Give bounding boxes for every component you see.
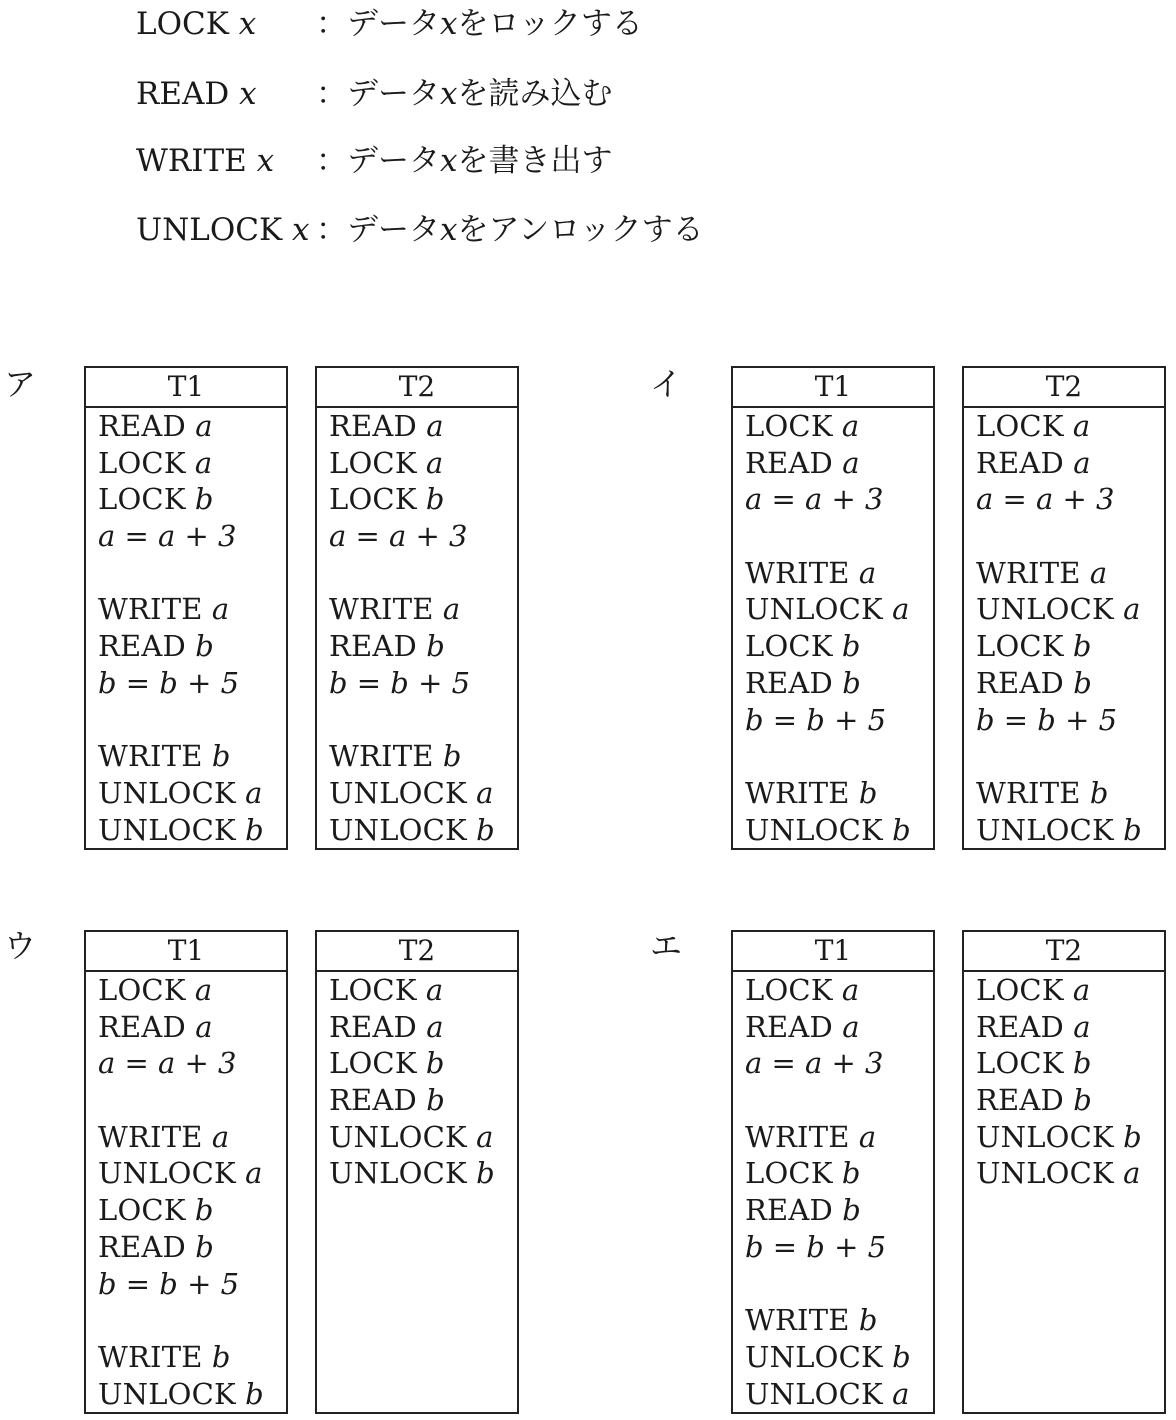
table-row [329, 738, 517, 775]
operation: LOCK [976, 629, 1064, 664]
expression: a = a + 3 [98, 519, 237, 554]
operation: LOCK [329, 482, 417, 517]
operation: READ [745, 1009, 833, 1044]
variable: a [211, 1119, 230, 1154]
operation: WRITE [98, 1339, 203, 1374]
legend-desc-var: x [440, 76, 458, 112]
operation: READ [976, 445, 1064, 480]
operation: READ [329, 1083, 417, 1118]
table-row [98, 1045, 286, 1082]
table-row [745, 665, 933, 702]
variable: a [425, 973, 444, 1007]
table-row-spacer [98, 1302, 286, 1339]
operation: UNLOCK [745, 812, 883, 847]
expression: b = b + 5 [98, 1266, 240, 1301]
legend-cmd: WRITE [136, 143, 247, 179]
variable: a [841, 973, 860, 1007]
operation: READ [745, 445, 833, 480]
variable: b [1089, 775, 1109, 810]
transaction-table [315, 930, 519, 1414]
operation: UNLOCK [745, 1376, 883, 1411]
legend-row-unlock [136, 210, 704, 250]
variable: b [1072, 629, 1092, 664]
table-row [98, 1266, 286, 1303]
table-row [745, 1339, 933, 1376]
operation: LOCK [745, 409, 833, 443]
table-row [98, 812, 286, 849]
operation: WRITE [745, 1303, 850, 1338]
table-row-spacer [976, 738, 1164, 775]
table-row [98, 1119, 286, 1156]
operation: WRITE [329, 592, 434, 627]
table-row [976, 1155, 1164, 1192]
variable: b [425, 1046, 445, 1081]
operation: READ [976, 1009, 1064, 1044]
expression: a = a + 3 [745, 482, 884, 517]
expression: b = b + 5 [745, 1229, 887, 1264]
variable: b [842, 1193, 861, 1228]
table-row [745, 702, 933, 739]
table-row [976, 972, 1164, 1009]
operation: LOCK [329, 445, 417, 480]
expression: b = b + 5 [976, 702, 1118, 737]
table-row [329, 665, 517, 702]
table-row [745, 1155, 933, 1192]
operation: READ [98, 629, 186, 664]
table-row [976, 591, 1164, 628]
table-row [745, 591, 933, 628]
transaction-table [84, 930, 288, 1414]
table-body [86, 972, 286, 1412]
table-row [745, 481, 933, 518]
table-row [329, 628, 517, 665]
operation: UNLOCK [98, 812, 236, 847]
variable: b [858, 1303, 878, 1338]
table-row [329, 812, 517, 849]
table-row [98, 1155, 286, 1192]
table-row [98, 1009, 286, 1046]
operation: LOCK [98, 445, 186, 480]
operation: UNLOCK [976, 812, 1114, 847]
table-row [976, 481, 1164, 518]
expression: a = a + 3 [745, 1046, 884, 1081]
table-row [976, 445, 1164, 482]
table-row [329, 591, 517, 628]
table-row-spacer [98, 1082, 286, 1119]
variable: a [892, 592, 910, 627]
variable: a [426, 1009, 444, 1044]
operation: READ [329, 629, 417, 664]
variable: b [858, 775, 878, 810]
legend-desc-prefix: ：データ [316, 76, 440, 112]
variable: a [194, 973, 213, 1007]
operation: WRITE [98, 1119, 203, 1154]
variable: b [841, 1156, 861, 1191]
table-row [745, 1119, 933, 1156]
table-row [745, 445, 933, 482]
operation: UNLOCK [329, 1119, 467, 1154]
table-row [329, 518, 517, 555]
table-row [98, 738, 286, 775]
operation: LOCK [98, 973, 186, 1007]
table-header: T2 [317, 368, 517, 408]
variable: b [211, 1339, 231, 1374]
operation: READ [98, 1009, 186, 1044]
legend-var: x [239, 76, 257, 112]
operation: WRITE [745, 555, 850, 590]
table-row-spacer [745, 1266, 933, 1303]
legend-desc-prefix: ：データ [316, 143, 440, 179]
table-row [745, 408, 933, 445]
variable: b [426, 1083, 445, 1118]
table-row-spacer [745, 1082, 933, 1119]
table-row [745, 1192, 933, 1229]
table-row [976, 1082, 1164, 1119]
table-row-spacer [329, 555, 517, 592]
table-row [976, 1119, 1164, 1156]
variable: a [1073, 1009, 1091, 1044]
operation: UNLOCK [329, 775, 467, 810]
table-row [329, 972, 517, 1009]
option-label-i: イ [650, 365, 683, 403]
expression: a = a + 3 [976, 482, 1115, 517]
legend-row-read [136, 74, 613, 114]
table-row [329, 445, 517, 482]
table-body [317, 408, 517, 848]
variable: b [442, 739, 462, 774]
variable: a [195, 1009, 213, 1044]
legend-row-lock [136, 4, 643, 44]
operation: UNLOCK [98, 1156, 236, 1191]
table-row [329, 1082, 517, 1119]
legend-desc-var: x [440, 143, 458, 179]
operation: LOCK [745, 973, 833, 1007]
variable: b [426, 629, 445, 664]
table-body [964, 408, 1164, 848]
operation: WRITE [745, 775, 850, 810]
table-row [976, 1009, 1164, 1046]
operation: LOCK [976, 409, 1064, 443]
table-row [745, 1009, 933, 1046]
table-row-spacer [745, 518, 933, 555]
table-row [98, 1376, 286, 1413]
table-row [745, 1376, 933, 1413]
table-row [745, 1229, 933, 1266]
operation: READ [98, 1229, 186, 1264]
table-row-spacer [745, 738, 933, 775]
transaction-table [84, 366, 288, 850]
table-row [745, 775, 933, 812]
table-row [98, 665, 286, 702]
operation: LOCK [329, 973, 417, 1007]
table-row [976, 1045, 1164, 1082]
expression: a = a + 3 [98, 1046, 237, 1081]
table-row [329, 408, 517, 445]
variable: b [194, 1193, 214, 1228]
operation: WRITE [976, 775, 1081, 810]
table-row [329, 1155, 517, 1192]
table-body [733, 972, 933, 1412]
option-label-a: ア [4, 365, 37, 403]
legend-desc-prefix: ：データ [316, 212, 440, 248]
operation: WRITE [98, 592, 203, 627]
table-row [329, 1009, 517, 1046]
operation: UNLOCK [98, 775, 236, 810]
operation: LOCK [98, 482, 186, 517]
variable: a [841, 409, 860, 443]
table-row [98, 408, 286, 445]
legend-desc-var: x [440, 212, 458, 248]
variable: a [842, 445, 860, 480]
legend-row-write [136, 141, 613, 181]
operation: UNLOCK [329, 1156, 467, 1191]
table-header: T2 [964, 932, 1164, 972]
variable: b [1073, 1083, 1092, 1118]
legend-desc-prefix: ：データ [316, 6, 440, 42]
variable: a [476, 1119, 494, 1154]
operation: READ [976, 665, 1064, 700]
variable: a [1072, 409, 1091, 443]
variable: b [1072, 1046, 1092, 1081]
legend-var: x [238, 6, 257, 42]
variable: b [476, 1156, 495, 1191]
variable: a [245, 775, 263, 810]
option-label-u: ウ [4, 927, 37, 965]
variable: a [842, 1009, 860, 1044]
table-row [745, 1045, 933, 1082]
operation: UNLOCK [976, 1156, 1114, 1191]
variable: b [195, 1229, 214, 1264]
table-row [329, 1045, 517, 1082]
legend-desc-suffix: を読み込む [457, 76, 613, 112]
operation: READ [976, 1083, 1064, 1118]
table-body [317, 972, 517, 1192]
variable: a [1089, 555, 1108, 590]
table-row [976, 665, 1164, 702]
operation: UNLOCK [329, 812, 467, 847]
operation: READ [98, 409, 186, 443]
legend-cmd: READ [136, 76, 230, 112]
variable: a [1072, 973, 1091, 1007]
table-row-spacer [98, 555, 286, 592]
table-header: T2 [964, 368, 1164, 408]
variable: b [892, 812, 911, 847]
operation: LOCK [745, 1156, 833, 1191]
table-row [98, 518, 286, 555]
table-row [976, 555, 1164, 592]
table-row [329, 481, 517, 518]
variable: a [425, 445, 444, 480]
table-row [745, 812, 933, 849]
operation: UNLOCK [98, 1376, 236, 1411]
table-row [98, 628, 286, 665]
operation: UNLOCK [745, 1339, 883, 1374]
variable: a [442, 592, 461, 627]
table-row-spacer [98, 702, 286, 739]
expression: b = b + 5 [98, 665, 240, 700]
table-row [745, 972, 933, 1009]
variable: b [476, 812, 495, 847]
variable: b [841, 629, 861, 664]
variable: a [476, 775, 494, 810]
option-label-e: エ [650, 927, 683, 965]
variable: b [1123, 812, 1142, 847]
table-row [98, 445, 286, 482]
operation: WRITE [745, 1119, 850, 1154]
legend-cmd: LOCK [136, 6, 229, 42]
operation: UNLOCK [745, 592, 883, 627]
operation: UNLOCK [976, 1119, 1114, 1154]
table-row-spacer [329, 702, 517, 739]
operation: LOCK [329, 1046, 417, 1081]
table-body [964, 972, 1164, 1192]
variable: a [858, 555, 877, 590]
table-header: T1 [733, 932, 933, 972]
table-header: T1 [733, 368, 933, 408]
table-row [98, 1229, 286, 1266]
variable: a [426, 409, 444, 443]
table-row [329, 1119, 517, 1156]
operation: WRITE [329, 739, 434, 774]
legend-var: x [292, 212, 310, 248]
legend-desc-var: x [440, 6, 458, 42]
variable: a [211, 592, 230, 627]
variable: a [1073, 445, 1091, 480]
operation: WRITE [976, 555, 1081, 590]
table-row [976, 702, 1164, 739]
variable: b [842, 665, 861, 700]
variable: b [195, 629, 214, 664]
variable: a [245, 1156, 263, 1191]
legend-desc-suffix: を書き出す [457, 143, 613, 179]
expression: b = b + 5 [745, 702, 887, 737]
variable: b [425, 482, 445, 517]
table-row [976, 812, 1164, 849]
table-row [976, 628, 1164, 665]
variable: b [245, 812, 264, 847]
table-row [98, 1339, 286, 1376]
table-row [745, 628, 933, 665]
transaction-table [315, 366, 519, 850]
operation: READ [329, 1009, 417, 1044]
variable: a [1123, 1156, 1141, 1191]
table-row [98, 481, 286, 518]
operation: READ [745, 665, 833, 700]
expression: a = a + 3 [329, 519, 468, 554]
operation: UNLOCK [976, 592, 1114, 627]
table-row-spacer [976, 518, 1164, 555]
operation: LOCK [98, 1193, 186, 1228]
variable: b [245, 1376, 264, 1411]
legend-cmd: UNLOCK [136, 212, 283, 248]
transaction-table [962, 366, 1166, 850]
table-row [976, 408, 1164, 445]
table-body [733, 408, 933, 848]
variable: a [194, 445, 213, 480]
legend-desc-suffix: をアンロックする [457, 212, 704, 248]
variable: a [195, 409, 213, 443]
variable: b [194, 482, 214, 517]
table-row [745, 1302, 933, 1339]
variable: b [892, 1339, 911, 1374]
operation: READ [329, 409, 417, 443]
table-row [329, 775, 517, 812]
operation: READ [745, 1193, 833, 1228]
table-header: T2 [317, 932, 517, 972]
table-row [98, 591, 286, 628]
transaction-table [731, 930, 935, 1414]
table-row [976, 775, 1164, 812]
legend-desc-suffix: をロックする [457, 6, 643, 42]
table-row [745, 555, 933, 592]
legend-var: x [256, 143, 275, 179]
operation: LOCK [976, 973, 1064, 1007]
table-row [98, 775, 286, 812]
transaction-table [731, 366, 935, 850]
operation: LOCK [745, 629, 833, 664]
variable: b [211, 739, 231, 774]
expression: b = b + 5 [329, 665, 471, 700]
variable: a [892, 1376, 910, 1411]
variable: a [1123, 592, 1141, 627]
table-header: T1 [86, 368, 286, 408]
table-header: T1 [86, 932, 286, 972]
variable: b [1073, 665, 1092, 700]
variable: a [858, 1119, 877, 1154]
table-row [98, 1192, 286, 1229]
transaction-table [962, 930, 1166, 1414]
table-row [98, 972, 286, 1009]
operation: LOCK [976, 1046, 1064, 1081]
table-body [86, 408, 286, 848]
variable: b [1123, 1119, 1142, 1154]
operation: WRITE [98, 739, 203, 774]
